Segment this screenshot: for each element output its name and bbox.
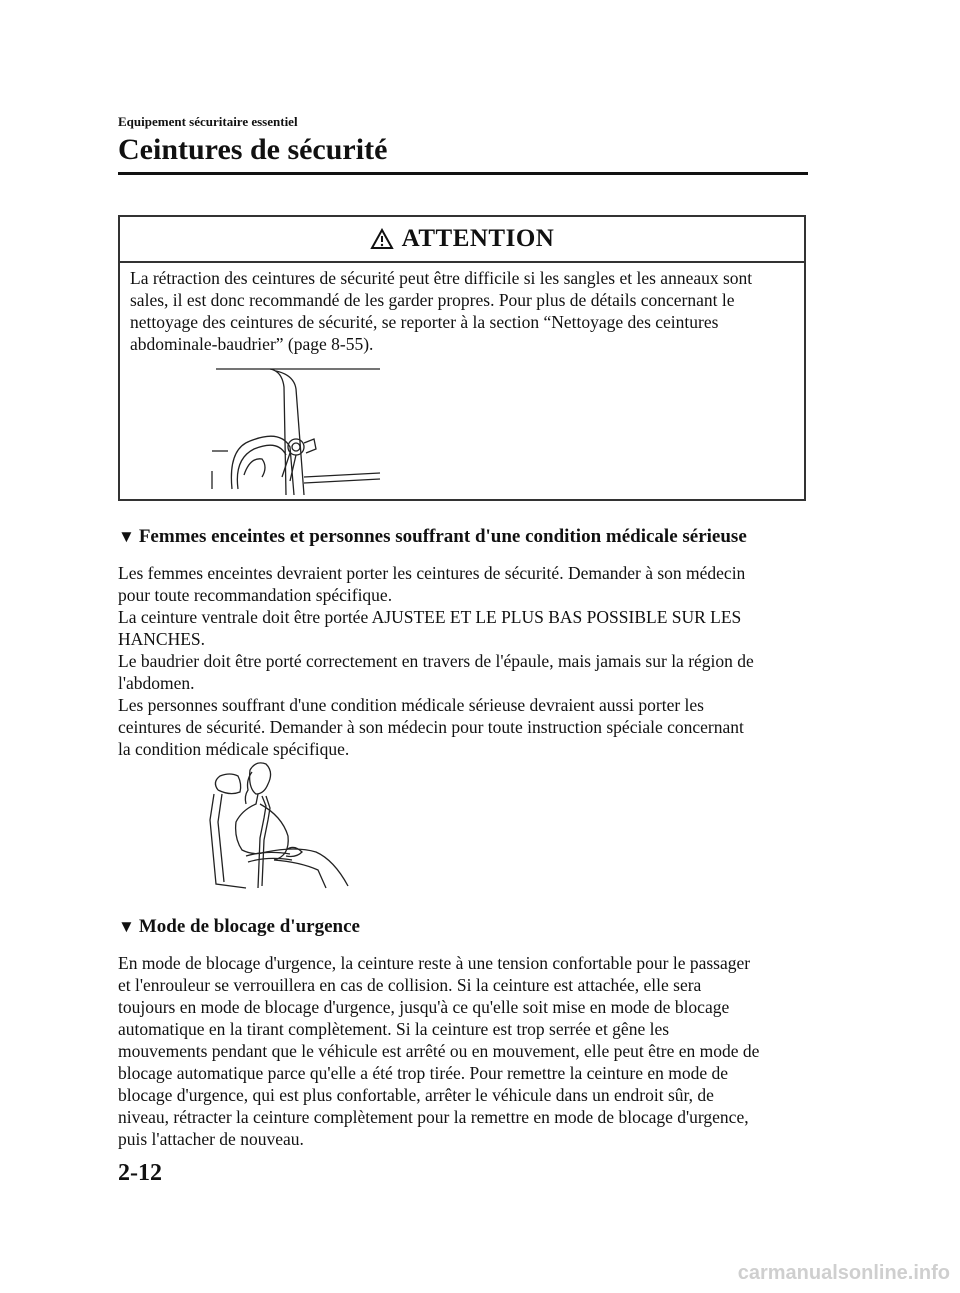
- section-heading: [118, 916, 360, 938]
- body-line: et l'enrouleur se verrouillera en cas de collision. Si la ceinture est attachée, elle sera: [118, 975, 702, 995]
- body-line: pour toute recommandation spécifique.: [118, 585, 393, 605]
- body-line: Les personnes souffrant d'une condition médicale sérieuse devraient aussi porter les: [118, 695, 704, 715]
- title-rule: [118, 172, 808, 175]
- page-title: Ceintures de sécurité: [118, 133, 388, 166]
- section-kicker: Equipement sécuritaire essentiel: [118, 114, 298, 129]
- body-line: la condition médicale spécifique.: [118, 739, 350, 759]
- body-line: toujours en mode de blocage d'urgence, jusqu'à ce qu'elle soit mise en mode de blocage: [118, 997, 730, 1017]
- body-line: ceintures de sécurité. Demander à son médecin pour toute instruction spéciale concernant: [118, 717, 744, 737]
- body-line: mouvements pendant que le véhicule est arrêté ou en mouvement, elle peut être en mode de: [118, 1041, 760, 1061]
- attention-line: nettoyage des ceintures de sécurité, se reporter à la section “Nettoyage des ceintures: [130, 312, 719, 332]
- attention-line: La rétraction des ceintures de sécurité peut être difficile si les sangles et les anneaux sont: [130, 268, 753, 288]
- page-number: 2-12: [118, 1160, 162, 1186]
- body-line: Les femmes enceintes devraient porter les ceintures de sécurité. Demander à son médecin: [118, 563, 746, 583]
- attention-text: [130, 267, 794, 355]
- body-line: puis l'attacher de nouveau.: [118, 1129, 304, 1149]
- pregnant-woman-seatbelt-illustration: [206, 760, 356, 892]
- body-line: HANCHES.: [118, 629, 206, 649]
- section-heading-text: Femmes enceintes et personnes souffrant d'une condition médicale sérieuse: [138, 526, 747, 547]
- body-line: l'abdomen.: [118, 673, 195, 693]
- attention-line: abdominale-baudrier” (page 8-55).: [130, 334, 374, 354]
- attention-line: sales, il est donc recommandé de les garder propres. Pour plus de détails concernant le: [130, 290, 735, 310]
- body-line: Le baudrier doit être porté correctement en travers de l'épaule, mais jamais sur la région de: [118, 651, 754, 671]
- body-line: blocage d'urgence, qui est plus confortable, arrêter le véhicule dans un endroit sûr, de: [118, 1085, 714, 1105]
- attention-box: [118, 215, 806, 501]
- attention-header: [120, 217, 804, 263]
- section-heading: [118, 526, 747, 548]
- triangle-bullet-icon: ▼: [118, 527, 135, 546]
- warning-icon: [370, 228, 394, 250]
- body-line: En mode de blocage d'urgence, la ceinture reste à une tension confortable pour le passager: [118, 953, 751, 973]
- section-body: [118, 562, 818, 760]
- body-line: automatique en la tirant complètement. Si la ceinture est trop serrée et gêne les: [118, 1019, 670, 1039]
- seatbelt-anchor-illustration: [210, 367, 385, 497]
- attention-title: ATTENTION: [401, 225, 555, 252]
- body-line: niveau, rétracter la ceinture complètement pour la remettre en mode de blocage d'urgence,: [118, 1107, 749, 1127]
- section-body: [118, 952, 818, 1150]
- watermark[interactable]: carmanualsonline.info: [737, 1262, 950, 1284]
- body-line: La ceinture ventrale doit être portée AJUSTEE ET LE PLUS BAS POSSIBLE SUR LES: [118, 607, 742, 627]
- body-line: blocage automatique parce qu'elle a été trop tirée. Pour remettre la ceinture en mode de: [118, 1063, 729, 1083]
- triangle-bullet-icon: ▼: [118, 917, 135, 936]
- section-heading-text: Mode de blocage d'urgence: [138, 916, 360, 937]
